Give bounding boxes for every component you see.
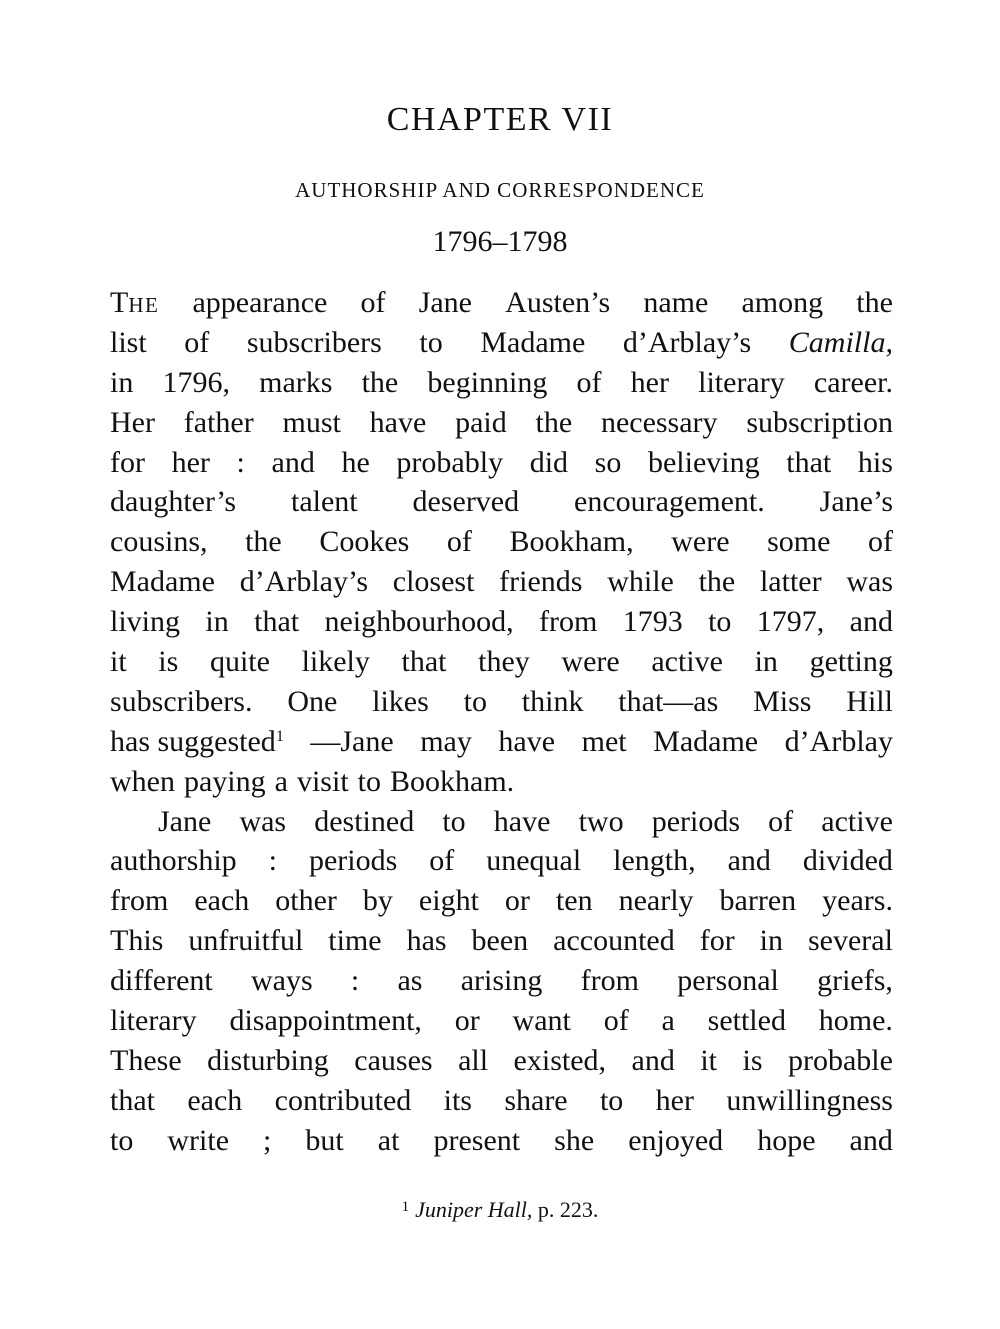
word: d’Arblay’s [622, 325, 752, 359]
word: years. [822, 884, 893, 918]
word: but [305, 1123, 344, 1157]
word: unwillingness [726, 1083, 893, 1117]
text-line [110, 961, 893, 1001]
word: is [742, 1043, 763, 1077]
word: friends [499, 565, 583, 599]
word: all [458, 1043, 489, 1077]
text-line [110, 762, 893, 802]
word: a [274, 764, 288, 798]
text-line [110, 522, 893, 562]
footnote-ref-line [110, 722, 284, 762]
word: deserved [412, 485, 520, 519]
word: length, [613, 844, 696, 878]
drop-word [110, 283, 159, 323]
word: among [741, 286, 824, 319]
word: One [287, 684, 338, 718]
word: necessary [600, 405, 718, 439]
word: This [110, 924, 164, 958]
word: in [754, 645, 778, 679]
text-line [110, 562, 893, 602]
word: met [581, 724, 627, 758]
word: so [594, 445, 622, 479]
word: to [463, 684, 487, 718]
word: quite [209, 645, 270, 679]
line-text: has suggested [110, 724, 276, 758]
word: write [167, 1123, 230, 1157]
word: time [328, 924, 382, 958]
word: were [671, 525, 730, 559]
word: to [110, 1123, 134, 1157]
word: each [187, 1083, 243, 1117]
word: think [521, 684, 584, 718]
word: Jane [158, 804, 212, 838]
word: cousins, [110, 525, 208, 559]
word: disturbing [207, 1043, 329, 1077]
word: : [268, 844, 277, 878]
word: share [504, 1083, 568, 1117]
text-line [110, 283, 893, 323]
word: unfruitful [188, 924, 304, 958]
word: Madame [653, 724, 759, 758]
word: barren [719, 884, 797, 918]
word: of [360, 286, 386, 319]
word: he [341, 445, 370, 479]
word: of [603, 1004, 629, 1038]
word: periods [308, 844, 398, 878]
word: or [454, 1004, 480, 1038]
word: divided [802, 844, 893, 878]
word: from [110, 884, 169, 918]
word: the [535, 405, 573, 439]
footnote [0, 1190, 1000, 1227]
word: of [184, 325, 210, 359]
word: career. [813, 365, 893, 399]
word: been [471, 924, 529, 958]
word: her [171, 445, 210, 479]
word: in [759, 924, 784, 958]
word: Miss [753, 684, 812, 718]
word: several [807, 924, 893, 958]
word: have [493, 804, 551, 838]
word: literary [698, 365, 785, 399]
word: : [236, 445, 245, 479]
word: for [110, 445, 145, 479]
word: likely [301, 645, 370, 679]
word: : [350, 964, 360, 998]
word: her [630, 365, 669, 399]
word: d’Arblay’s [239, 565, 369, 599]
word: when [110, 764, 175, 798]
word: of [446, 525, 472, 559]
text-line [110, 1121, 893, 1161]
word: and [631, 1043, 675, 1077]
text-line [110, 323, 893, 363]
word: Hill [846, 684, 893, 718]
word: Madame [110, 565, 215, 599]
word: they [478, 645, 530, 679]
word: each [194, 884, 250, 918]
word: d’Arblay [784, 724, 893, 758]
text-line [110, 841, 893, 881]
word: These [110, 1043, 182, 1077]
word: name [643, 286, 709, 319]
text-line [110, 443, 893, 483]
word: encouragement. [574, 485, 765, 519]
word: getting [809, 645, 893, 679]
word: that [110, 1083, 155, 1117]
text-line [110, 482, 893, 522]
word: was [239, 804, 287, 838]
word: for [699, 924, 735, 958]
word: is [158, 645, 179, 679]
word: probable [787, 1043, 893, 1077]
book-title-camilla: Camilla, [788, 325, 893, 359]
word: of [868, 525, 893, 559]
word: living [110, 605, 181, 639]
word: active [651, 645, 723, 679]
word: while [607, 565, 674, 599]
word: latter [759, 565, 822, 599]
word: the [361, 365, 399, 399]
word: periods [651, 804, 741, 838]
word: by [362, 884, 393, 918]
word: hope [757, 1123, 816, 1157]
word: in [110, 365, 134, 399]
word: that [254, 605, 300, 639]
word: literary [110, 1004, 197, 1038]
word: authorship [110, 844, 237, 878]
word: griefs, [817, 964, 893, 998]
word: want [512, 1004, 571, 1038]
text-line [110, 602, 893, 642]
word: have [369, 405, 427, 439]
word: —Jane [310, 724, 394, 758]
word: personal [677, 964, 779, 998]
word: that—as [618, 684, 719, 718]
word: was [846, 565, 893, 599]
word: must [282, 405, 341, 439]
word: two [578, 804, 624, 838]
word: paying [183, 764, 266, 798]
word: enjoyed [628, 1123, 724, 1157]
word: subscribers. [110, 684, 253, 718]
word: his [857, 445, 893, 479]
body-text [110, 283, 893, 1161]
word: and [727, 844, 771, 878]
word: beginning [427, 365, 548, 399]
word: arising [460, 964, 543, 998]
word: to [599, 1083, 624, 1117]
word: her [655, 1083, 694, 1117]
word: Jane’s [819, 485, 893, 519]
text-line [110, 1001, 893, 1041]
chapter-years: 1796–1798 [432, 225, 568, 258]
word: the [698, 565, 736, 599]
chapter-heading: CHAPTER VII [386, 101, 614, 138]
word: Jane [418, 286, 472, 319]
word: its [443, 1083, 472, 1117]
word: Bookham. [390, 764, 515, 798]
word: list [110, 325, 147, 359]
word: settled [707, 1004, 786, 1038]
word: unequal [486, 844, 582, 878]
word: Austen’s [505, 286, 611, 319]
word: or [504, 884, 530, 918]
text-line [110, 722, 893, 762]
word: contributed [274, 1083, 412, 1117]
text-line [110, 403, 893, 443]
word: nearly [618, 884, 694, 918]
text-line [110, 642, 893, 682]
word: Madame [480, 325, 586, 359]
word: the [856, 286, 893, 319]
word: and [271, 445, 315, 479]
word: she [554, 1123, 595, 1157]
word: probably [396, 445, 504, 479]
word: the [245, 525, 282, 559]
word: as [397, 964, 423, 998]
word: 1797, [756, 605, 825, 639]
word: some [767, 525, 831, 559]
word: visit [296, 764, 349, 798]
word: subscribers [246, 325, 382, 359]
word: Cookes [319, 525, 410, 559]
word: home. [818, 1004, 893, 1038]
word: to [708, 605, 732, 639]
word: different [110, 964, 213, 998]
word: destined [314, 804, 415, 838]
word: causes [354, 1043, 433, 1077]
word: neighbourhood, [324, 605, 514, 639]
chapter-subtitle: AUTHORSHIP AND CORRESPONDENCE [295, 178, 705, 202]
word: existed, [513, 1043, 607, 1077]
word: disappointment, [229, 1004, 422, 1038]
text-line [110, 682, 893, 722]
word: and [849, 605, 893, 639]
word: that [401, 645, 447, 679]
footnote-mark: 1 [401, 1199, 410, 1215]
word: active [821, 804, 893, 838]
word: Her [110, 405, 155, 439]
word: from [539, 605, 598, 639]
word: ways [250, 964, 313, 998]
text-line [110, 363, 893, 403]
word: daughter’s [110, 485, 237, 519]
word: 1793 [622, 605, 683, 639]
word: in [205, 605, 229, 639]
word: likes [372, 684, 429, 718]
text-line [110, 921, 893, 961]
word: believing [647, 445, 760, 479]
word: it [110, 645, 127, 679]
word: talent [290, 485, 358, 519]
word: to [419, 325, 443, 359]
word: to [442, 804, 466, 838]
word: other [275, 884, 337, 918]
word: Bookham, [509, 525, 634, 559]
word: from [580, 964, 639, 998]
text-line [110, 881, 893, 921]
word: have [498, 724, 556, 758]
footnote-page: p. 223. [537, 1197, 599, 1222]
word: eight [418, 884, 479, 918]
word: subscription [746, 405, 893, 439]
word: has [406, 924, 447, 958]
text-line [110, 1081, 893, 1121]
word: appearance [192, 286, 328, 319]
text-line [110, 802, 893, 842]
word: ; [263, 1123, 272, 1157]
word: 1796, [162, 365, 230, 399]
word: may [420, 724, 472, 758]
word: that [786, 445, 832, 479]
word: present [433, 1123, 521, 1157]
footnote-reference: 1 [275, 727, 284, 745]
small-caps: HE [128, 293, 160, 317]
word: father [183, 405, 254, 439]
word: marks [259, 365, 333, 399]
drop-capital: T [110, 286, 129, 319]
word: did [529, 445, 569, 479]
word: closest [392, 565, 475, 599]
word: at [377, 1123, 400, 1157]
word: ten [555, 884, 593, 918]
word: accounted [553, 924, 675, 958]
word: were [561, 645, 620, 679]
word: of [768, 804, 794, 838]
word: to [357, 764, 381, 798]
text-line [110, 1041, 893, 1081]
word: and [849, 1123, 893, 1157]
word: it [700, 1043, 717, 1077]
word: of [429, 844, 455, 878]
footnote-title: Juniper Hall, [415, 1197, 533, 1222]
word: of [576, 365, 602, 399]
word: paid [455, 405, 507, 439]
word: a [661, 1004, 675, 1038]
